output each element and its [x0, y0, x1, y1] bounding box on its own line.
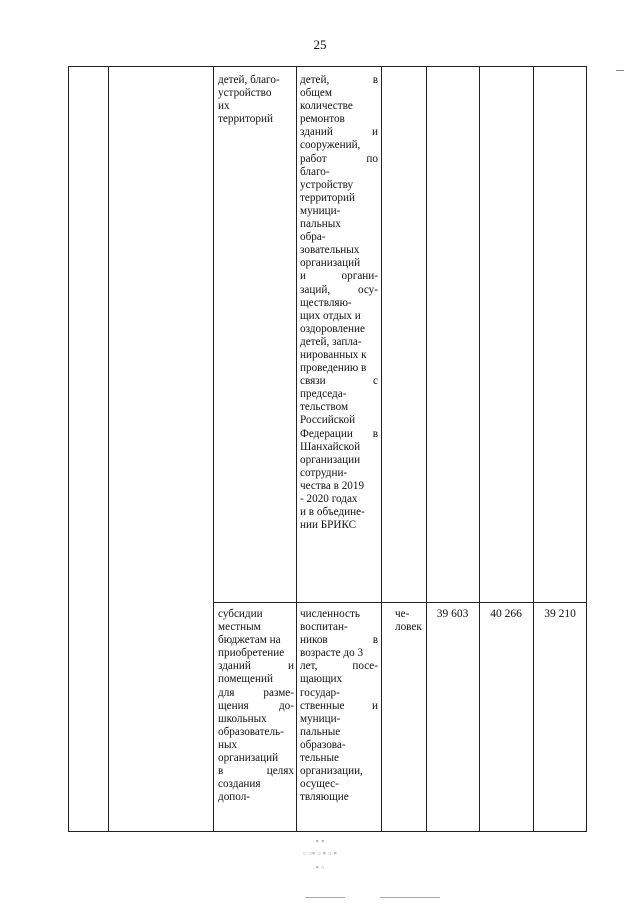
text-line: [218, 700, 294, 713]
text-line: [300, 139, 378, 152]
scan-edge: [305, 897, 345, 898]
text-line: [218, 791, 294, 804]
text-word: и в объедине-: [300, 506, 365, 519]
text-word: органи-: [341, 270, 378, 283]
text-word: сотрудни-: [300, 466, 348, 479]
text-line: [218, 100, 292, 113]
text-word: тельные: [300, 752, 340, 765]
text-word: в: [372, 74, 378, 86]
text-line: [218, 765, 294, 778]
text-word: зовательных: [300, 244, 360, 257]
text-word: щения: [218, 699, 249, 712]
text-line: [300, 791, 378, 804]
text-line: [300, 401, 378, 414]
data-table: [68, 66, 587, 832]
text-line: [300, 205, 378, 218]
unit-line: че-: [395, 608, 410, 620]
text-word: проведению в: [300, 362, 367, 375]
text-word: пальных: [300, 218, 341, 231]
text-line: [300, 687, 378, 700]
text-word: работ: [300, 152, 327, 165]
stamp-smudge: ▪ ▪: [315, 836, 325, 846]
text-line: [300, 126, 378, 139]
text-line: [218, 634, 294, 647]
text-word: и: [372, 699, 378, 712]
text-word: посе-: [352, 660, 378, 673]
text-line: [218, 608, 294, 621]
text-line: [300, 454, 378, 467]
text-word: ных: [218, 738, 238, 751]
text-line: [300, 414, 378, 427]
text-word: благо-: [300, 165, 330, 178]
text-line: [218, 621, 294, 634]
text-word: до-: [278, 699, 294, 712]
text-word: и: [300, 270, 306, 283]
column-rule: [296, 67, 297, 831]
text-line: [300, 673, 378, 686]
text-word: создания: [218, 778, 261, 791]
text-word: образова-: [300, 738, 346, 751]
page-number: 25: [313, 37, 327, 52]
text-word: связи: [300, 375, 326, 388]
text-line: [300, 74, 378, 87]
text-word: сооружений,: [300, 139, 361, 152]
text-word: лет,: [300, 660, 318, 673]
text-line: [300, 388, 378, 401]
text-word: детей, запла-: [300, 335, 362, 348]
text-word: в: [218, 765, 224, 778]
text-line: [218, 752, 294, 765]
text-line: [300, 310, 378, 323]
text-line: [300, 480, 378, 493]
text-word: в: [372, 427, 378, 440]
text-line: [300, 441, 378, 454]
text-word: нии БРИКС: [300, 519, 357, 532]
text-word: организации: [300, 453, 361, 466]
text-word: разме-: [263, 686, 294, 699]
text-word: количестве: [300, 100, 353, 113]
text-line: [300, 375, 378, 388]
text-line: [218, 778, 294, 791]
text-line: [300, 519, 378, 532]
text-word: для: [218, 686, 235, 699]
text-line: [300, 231, 378, 244]
column-rule: [426, 67, 427, 831]
text-word: организаций: [300, 257, 361, 270]
text-word: устройство: [218, 87, 272, 100]
text-word: образователь-: [218, 725, 284, 738]
text-word: чества в 2019: [300, 479, 365, 492]
unit-line: ловек: [395, 621, 422, 634]
text-line: [300, 153, 378, 166]
text-word: пальные: [300, 725, 341, 738]
text-word: оздоровление: [300, 322, 365, 335]
stamp-smudge: ▪ ▫: [315, 862, 325, 872]
text-word: твляющие: [300, 791, 349, 804]
text-line: [300, 647, 378, 660]
text-line: [300, 660, 378, 673]
text-word: ственные: [300, 699, 345, 712]
column-rule: [213, 67, 214, 831]
text-line: [300, 506, 378, 519]
text-word: тельством: [300, 401, 349, 414]
text-word: организаций: [218, 752, 279, 765]
text-line: [300, 493, 378, 506]
text-word: детей, благо-: [218, 74, 280, 86]
text-word: детей,: [300, 74, 330, 86]
text-word: приобретение: [218, 647, 285, 660]
text-line: [218, 647, 294, 660]
text-word: местным: [218, 621, 261, 634]
text-line: [300, 218, 378, 231]
text-word: и: [288, 660, 294, 673]
text-word: целях: [266, 765, 294, 778]
text-line: [300, 467, 378, 480]
text-line: [300, 270, 378, 283]
text-line: [300, 179, 378, 192]
text-word: зданий: [300, 126, 333, 139]
text-word: субсидии: [218, 608, 263, 620]
text-word: школьных: [218, 712, 267, 725]
row2-value-3: 39 210: [544, 608, 576, 620]
text-line: [300, 323, 378, 336]
text-line: [300, 362, 378, 375]
text-word: воспитан-: [300, 621, 348, 634]
text-word: территорий: [218, 113, 273, 126]
text-line: [300, 244, 378, 257]
text-word: Федерации: [300, 427, 353, 440]
text-line: [300, 192, 378, 205]
text-line: [218, 74, 292, 87]
text-line: [300, 634, 378, 647]
text-word: их: [218, 100, 230, 113]
text-word: ников: [300, 634, 328, 647]
text-word: осу-: [357, 283, 378, 296]
text-line: [218, 87, 292, 100]
text-word: помещений: [218, 673, 273, 686]
text-word: бюджетам на: [218, 634, 281, 647]
text-word: зданий: [218, 660, 251, 673]
text-word: численность: [300, 608, 360, 620]
text-line: [300, 778, 378, 791]
text-word: муници-: [300, 204, 341, 217]
row1-measure-text: [300, 74, 378, 532]
text-line: [300, 765, 378, 778]
text-line: [218, 687, 294, 700]
text-line: [300, 297, 378, 310]
row-rule: [213, 602, 586, 603]
column-rule: [533, 67, 534, 831]
text-word: возрасте до 3: [300, 647, 364, 660]
text-word: - 2020 годах: [300, 493, 358, 505]
text-word: ремонтов: [300, 113, 345, 126]
text-word: и: [372, 126, 378, 139]
text-line: [300, 700, 378, 713]
text-word: общем: [300, 87, 332, 100]
text-word: заций,: [300, 283, 331, 296]
row2-unit: [395, 608, 425, 634]
text-line: [218, 660, 294, 673]
stamp-smudge: ▫ ▫▪ ▫ ▪ ▫ ▪: [303, 848, 337, 858]
text-word: допол-: [218, 791, 251, 804]
text-line: [218, 673, 294, 686]
text-line: [300, 166, 378, 179]
text-line: [218, 113, 292, 126]
text-line: [300, 428, 378, 441]
text-word: председа-: [300, 388, 347, 401]
text-word: ществляю-: [300, 296, 352, 309]
text-word: щих отдых и: [300, 309, 361, 322]
scan-artifact: [616, 70, 624, 71]
row2-value-2: 40 266: [490, 608, 522, 620]
column-rule: [108, 67, 109, 831]
text-line: [218, 739, 294, 752]
text-line: [218, 726, 294, 739]
column-rule: [479, 67, 480, 831]
text-line: [300, 752, 378, 765]
text-line: [218, 713, 294, 726]
text-word: нированных к: [300, 348, 367, 361]
row2-indicator-text: [218, 608, 294, 804]
scan-edge: [380, 897, 440, 898]
text-word: территорий: [300, 191, 355, 204]
text-word: Шанхайской: [300, 440, 361, 453]
text-line: [300, 284, 378, 297]
text-word: в: [372, 634, 378, 647]
row2-value-1: 39 603: [436, 608, 469, 620]
text-word: щающих: [300, 673, 343, 686]
text-line: [300, 713, 378, 726]
text-line: [300, 336, 378, 349]
text-word: с: [373, 375, 378, 388]
row1-indicator-text: [218, 74, 292, 126]
text-line: [300, 726, 378, 739]
column-rule: [381, 67, 382, 831]
text-line: [300, 608, 378, 621]
text-line: [300, 349, 378, 362]
text-line: [300, 257, 378, 270]
text-word: муници-: [300, 712, 341, 725]
text-word: организации,: [300, 765, 363, 778]
text-word: Российской: [300, 414, 356, 427]
text-line: [300, 621, 378, 634]
text-line: [300, 113, 378, 126]
text-line: [300, 100, 378, 113]
text-word: по: [366, 152, 378, 165]
text-line: [300, 739, 378, 752]
text-word: обра-: [300, 231, 326, 244]
text-line: [300, 87, 378, 100]
text-word: осущес-: [300, 778, 339, 791]
row2-measure-text: [300, 608, 378, 804]
text-word: государ-: [300, 686, 340, 699]
text-word: устройству: [300, 178, 354, 191]
